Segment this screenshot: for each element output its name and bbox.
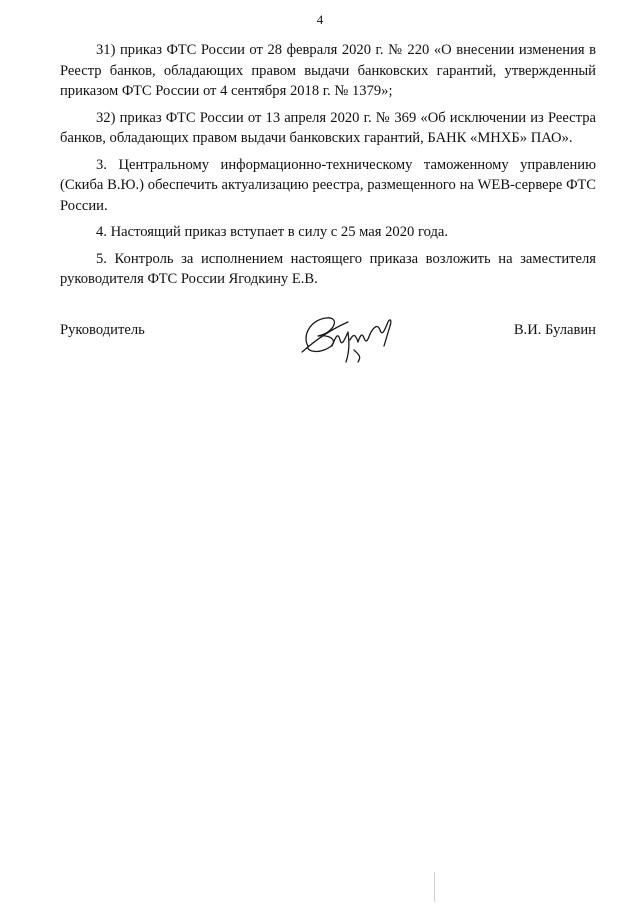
scan-edge-mark	[434, 872, 435, 902]
signatory-position: Руководитель	[60, 322, 145, 338]
paragraph-clause-4: 4. Настоящий приказ вступает в силу с 25 мая 2020 года.	[96, 224, 449, 240]
page-number: 4	[316, 12, 324, 27]
signatory-name: В.И. Булавин	[513, 322, 596, 338]
document-body	[60, 40, 596, 296]
paragraph-clause-3: 3. Центральному информационно-техническому таможенному управлению (Скиба В.Ю.) обеспечить актуализацию реестра, размещенного на WEB-сервере ФТС России.	[60, 156, 596, 214]
paragraph-clause-5: 5. Контроль за исполнением настоящего приказа возложить на заместителя руководителя ФТС России Ягодкину Е.В.	[60, 250, 596, 287]
paragraph-item-32: 32) приказ ФТС России от 13 апреля 2020 г. № 369 «Об исключении из Реестра банков, обладающих правом выдачи банковских гарантий, БАНК «МНХБ» ПАО».	[60, 109, 596, 146]
handwritten-signature	[288, 306, 408, 366]
paragraph-item-31: 31) приказ ФТС России от 28 февраля 2020 г. № 220 «О внесении изменения в Реестр банков, обладающих правом выдачи банковских гарантий, утвержденный приказом ФТС России от 4 сентября 2018 г. № 1379»;	[60, 42, 596, 99]
signature-block	[60, 316, 596, 376]
